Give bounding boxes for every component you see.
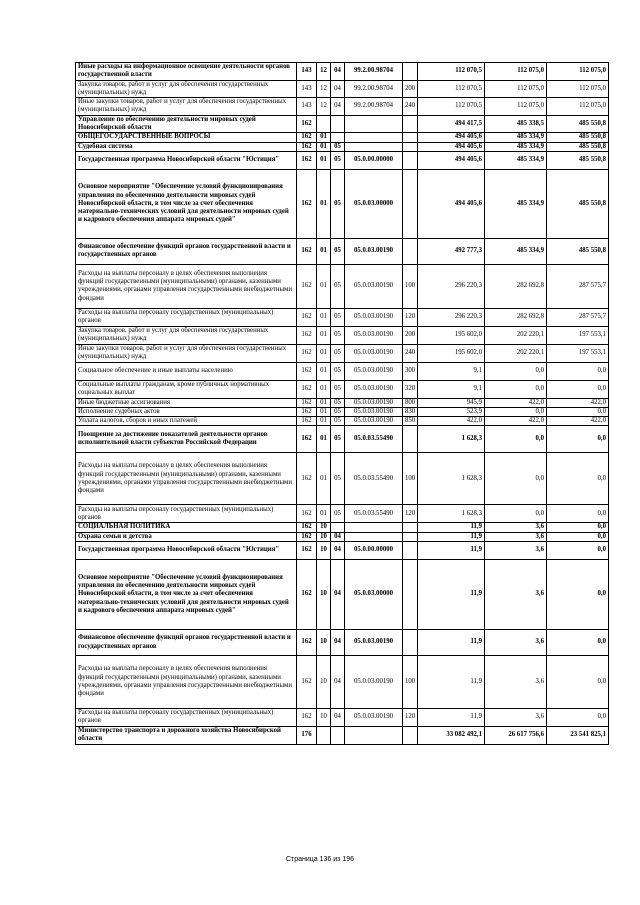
row-amount-year2: 0,0 bbox=[485, 380, 547, 398]
row-name: Расходы на выплаты персоналу в целях обеспечения выполнения функций государственными (муниципальными) органами, казенными учреждениями, органами управления государственными внебюджетными фондами bbox=[76, 453, 297, 505]
row-amount-year3: 287 575,7 bbox=[547, 308, 609, 326]
row-target-article: 99.2.00.98704 bbox=[345, 98, 403, 116]
row-amount-year1: 494 405,6 bbox=[418, 169, 485, 238]
row-ved-code: 162 bbox=[297, 407, 317, 416]
table-row bbox=[76, 133, 609, 142]
row-section-code: 10 bbox=[317, 630, 331, 656]
row-section-code: 01 bbox=[317, 380, 331, 398]
budget-table bbox=[75, 62, 609, 745]
row-amount-year3: 0,0 bbox=[547, 523, 609, 532]
table-row bbox=[76, 532, 609, 541]
row-amount-year1: 1 628,3 bbox=[418, 505, 485, 523]
row-amount-year3: 485 550,8 bbox=[547, 142, 609, 151]
row-section-code: 01 bbox=[317, 133, 331, 142]
row-amount-year2: 3,6 bbox=[485, 630, 547, 656]
row-amount-year3: 0,0 bbox=[547, 560, 609, 630]
row-name: Финансовое обеспечение функций органов государственной власти и государственных органов bbox=[76, 630, 297, 656]
row-amount-year2: 112 075,0 bbox=[485, 98, 547, 116]
row-expense-type: 120 bbox=[403, 308, 418, 326]
table-row bbox=[76, 398, 609, 407]
row-target-article: 05.0.03.00190 bbox=[345, 398, 403, 407]
row-ved-code: 162 bbox=[297, 133, 317, 142]
row-section-code: 01 bbox=[317, 238, 331, 264]
row-name: Иные закупки товаров, работ и услуг для обеспечения государственных (муниципальных) нужд bbox=[76, 344, 297, 362]
row-name: Государственная программа Новосибирской области "Юстиция" bbox=[76, 542, 297, 560]
row-section-code: 10 bbox=[317, 656, 331, 709]
row-expense-type bbox=[403, 169, 418, 238]
row-amount-year3: 422,0 bbox=[547, 417, 609, 426]
row-ved-code: 162 bbox=[297, 380, 317, 398]
row-subsection-code: 05 bbox=[331, 453, 345, 505]
row-amount-year3: 0,0 bbox=[547, 407, 609, 416]
row-expense-type bbox=[403, 523, 418, 532]
row-expense-type bbox=[403, 133, 418, 142]
table-row bbox=[76, 426, 609, 453]
row-amount-year2: 112 075,0 bbox=[485, 63, 547, 81]
row-name: Расходы на выплаты персоналу государственных (муниципальных) органов bbox=[76, 505, 297, 523]
row-target-article bbox=[345, 115, 403, 133]
row-subsection-code: 05 bbox=[331, 344, 345, 362]
row-ved-code: 162 bbox=[297, 151, 317, 169]
row-amount-year2: 0,0 bbox=[485, 407, 547, 416]
row-amount-year1: 195 602,0 bbox=[418, 326, 485, 344]
row-amount-year2: 112 075,0 bbox=[485, 80, 547, 98]
row-name: Управление по обеспечению деятельности мировых судей Новосибирской области bbox=[76, 115, 297, 133]
row-expense-type bbox=[403, 532, 418, 541]
row-ved-code: 162 bbox=[297, 709, 317, 727]
row-subsection-code: 05 bbox=[331, 264, 345, 308]
row-amount-year2: 422,0 bbox=[485, 417, 547, 426]
row-expense-type bbox=[403, 426, 418, 453]
row-subsection-code: 04 bbox=[331, 98, 345, 116]
row-amount-year1: 11,9 bbox=[418, 542, 485, 560]
row-amount-year1: 1 628,3 bbox=[418, 426, 485, 453]
row-name: Финансовое обеспечение функций органов государственной власти и государственных органов bbox=[76, 238, 297, 264]
row-ved-code: 162 bbox=[297, 308, 317, 326]
row-target-article: 05.0.03.00190 bbox=[345, 709, 403, 727]
row-section-code: 01 bbox=[317, 308, 331, 326]
row-amount-year3: 422,0 bbox=[547, 398, 609, 407]
row-amount-year3: 0,0 bbox=[547, 505, 609, 523]
row-subsection-code bbox=[331, 133, 345, 142]
table-row bbox=[76, 80, 609, 98]
row-ved-code: 143 bbox=[297, 63, 317, 81]
row-expense-type: 800 bbox=[403, 398, 418, 407]
row-section-code: 01 bbox=[317, 326, 331, 344]
row-subsection-code: 05 bbox=[331, 142, 345, 151]
row-target-article: 05.0.03.00190 bbox=[345, 238, 403, 264]
row-amount-year3: 0,0 bbox=[547, 362, 609, 380]
row-amount-year1: 945,9 bbox=[418, 398, 485, 407]
row-amount-year1: 11,9 bbox=[418, 560, 485, 630]
row-section-code: 12 bbox=[317, 98, 331, 116]
table-row bbox=[76, 417, 609, 426]
row-section-code: 10 bbox=[317, 560, 331, 630]
row-target-article: 05.0.00.00000 bbox=[345, 151, 403, 169]
row-name: Закупка товаров, работ и услуг для обеспечения государственных (муниципальных) нужд bbox=[76, 80, 297, 98]
row-ved-code: 162 bbox=[297, 169, 317, 238]
row-amount-year2: 3,6 bbox=[485, 656, 547, 709]
row-section-code: 01 bbox=[317, 169, 331, 238]
table-row bbox=[76, 407, 609, 416]
row-ved-code: 162 bbox=[297, 264, 317, 308]
row-amount-year2: 485 334,9 bbox=[485, 238, 547, 264]
table-row bbox=[76, 362, 609, 380]
row-amount-year1: 195 602,0 bbox=[418, 344, 485, 362]
row-amount-year1: 494 405,6 bbox=[418, 142, 485, 151]
row-amount-year2: 3,6 bbox=[485, 532, 547, 541]
row-target-article: 05.0.03.00000 bbox=[345, 560, 403, 630]
row-expense-type: 120 bbox=[403, 709, 418, 727]
row-ved-code: 162 bbox=[297, 453, 317, 505]
row-expense-type bbox=[403, 630, 418, 656]
table-row bbox=[76, 98, 609, 116]
row-expense-type: 850 bbox=[403, 417, 418, 426]
row-amount-year2: 3,6 bbox=[485, 542, 547, 560]
row-amount-year2: 282 692,8 bbox=[485, 264, 547, 308]
row-amount-year2: 3,6 bbox=[485, 560, 547, 630]
row-amount-year3: 0,0 bbox=[547, 426, 609, 453]
table-row bbox=[76, 151, 609, 169]
row-expense-type bbox=[403, 115, 418, 133]
row-amount-year1: 11,9 bbox=[418, 709, 485, 727]
row-amount-year2: 0,0 bbox=[485, 505, 547, 523]
row-name: Расходы на выплаты персоналу в целях обеспечения выполнения функций государственными (муниципальными) органами, казенными учреждениями, органами управления государственными внебюджетными фондами bbox=[76, 656, 297, 709]
table-row bbox=[76, 142, 609, 151]
table-row bbox=[76, 115, 609, 133]
row-name: ОБЩЕГОСУДАРСТВЕННЫЕ ВОПРОСЫ bbox=[76, 133, 297, 142]
row-target-article: 05.0.03.55490 bbox=[345, 453, 403, 505]
row-subsection-code: 05 bbox=[331, 505, 345, 523]
row-section-code: 01 bbox=[317, 453, 331, 505]
row-amount-year2: 485 334,9 bbox=[485, 142, 547, 151]
row-expense-type bbox=[403, 142, 418, 151]
row-name: Уплата налогов, сборов и иных платежей bbox=[76, 417, 297, 426]
row-amount-year1: 112 070,5 bbox=[418, 98, 485, 116]
row-target-article: 05.0.03.00000 bbox=[345, 169, 403, 238]
row-target-article bbox=[345, 726, 403, 744]
row-name: Основное мероприятие "Обеспечение условий функционирования управления по обеспечению деятельности мировых судей Новосибирской области, в том числе за счет обеспечения материально-технических условий для деятельности мировых судей и кадрового обеспечения аппарата мировых судей" bbox=[76, 169, 297, 238]
row-amount-year3: 287 575,7 bbox=[547, 264, 609, 308]
row-amount-year2: 26 617 756,6 bbox=[485, 726, 547, 744]
row-expense-type: 200 bbox=[403, 326, 418, 344]
table-row bbox=[76, 344, 609, 362]
row-subsection-code bbox=[331, 523, 345, 532]
row-amount-year3: 485 550,8 bbox=[547, 151, 609, 169]
row-amount-year3: 0,0 bbox=[547, 656, 609, 709]
row-section-code: 01 bbox=[317, 417, 331, 426]
row-section-code: 10 bbox=[317, 532, 331, 541]
row-target-article bbox=[345, 142, 403, 151]
row-expense-type bbox=[403, 151, 418, 169]
row-target-article: 05.0.03.00190 bbox=[345, 326, 403, 344]
row-amount-year1: 112 070,5 bbox=[418, 63, 485, 81]
row-target-article: 05.0.00.00000 bbox=[345, 542, 403, 560]
row-ved-code: 162 bbox=[297, 362, 317, 380]
row-ved-code: 162 bbox=[297, 542, 317, 560]
row-expense-type: 300 bbox=[403, 362, 418, 380]
row-subsection-code: 05 bbox=[331, 326, 345, 344]
row-amount-year2: 202 220,1 bbox=[485, 326, 547, 344]
row-subsection-code: 04 bbox=[331, 560, 345, 630]
row-amount-year1: 112 070,5 bbox=[418, 80, 485, 98]
table-row bbox=[76, 326, 609, 344]
row-amount-year2: 0,0 bbox=[485, 453, 547, 505]
row-ved-code: 162 bbox=[297, 344, 317, 362]
row-subsection-code bbox=[331, 726, 345, 744]
row-ved-code: 162 bbox=[297, 398, 317, 407]
table-row bbox=[76, 264, 609, 308]
table-row bbox=[76, 560, 609, 630]
row-name: Основное мероприятие "Обеспечение условий функционирования управления по обеспечению деятельности мировых судей Новосибирской области, в том числе за счет обеспечения материально-технических условий для деятельности мировых судей и кадрового обеспечения аппарата мировых судей" bbox=[76, 560, 297, 630]
row-amount-year2: 485 334,9 bbox=[485, 151, 547, 169]
row-target-article: 05.0.03.00190 bbox=[345, 308, 403, 326]
row-amount-year2: 485 334,9 bbox=[485, 169, 547, 238]
row-subsection-code: 04 bbox=[331, 709, 345, 727]
table-row bbox=[76, 542, 609, 560]
row-amount-year3: 0,0 bbox=[547, 630, 609, 656]
row-amount-year3: 485 550,8 bbox=[547, 238, 609, 264]
row-amount-year1: 9,1 bbox=[418, 362, 485, 380]
row-section-code: 01 bbox=[317, 362, 331, 380]
row-subsection-code: 04 bbox=[331, 80, 345, 98]
row-subsection-code: 05 bbox=[331, 417, 345, 426]
row-amount-year1: 494 405,6 bbox=[418, 133, 485, 142]
row-ved-code: 162 bbox=[297, 630, 317, 656]
row-amount-year3: 485 550,8 bbox=[547, 115, 609, 133]
table-row bbox=[76, 238, 609, 264]
table-row bbox=[76, 380, 609, 398]
row-amount-year2: 485 334,9 bbox=[485, 133, 547, 142]
row-target-article: 99.2.00.98704 bbox=[345, 80, 403, 98]
row-amount-year3: 197 553,1 bbox=[547, 326, 609, 344]
table-row bbox=[76, 63, 609, 81]
row-ved-code: 176 bbox=[297, 726, 317, 744]
row-subsection-code: 05 bbox=[331, 308, 345, 326]
table-row bbox=[76, 630, 609, 656]
table-row bbox=[76, 308, 609, 326]
row-amount-year1: 11,9 bbox=[418, 656, 485, 709]
row-subsection-code: 05 bbox=[331, 362, 345, 380]
row-expense-type bbox=[403, 542, 418, 560]
row-amount-year1: 494 405,6 bbox=[418, 151, 485, 169]
row-amount-year2: 485 338,5 bbox=[485, 115, 547, 133]
row-name: СОЦИАЛЬНАЯ ПОЛИТИКА bbox=[76, 523, 297, 532]
row-subsection-code: 04 bbox=[331, 656, 345, 709]
row-amount-year1: 11,9 bbox=[418, 630, 485, 656]
row-expense-type bbox=[403, 238, 418, 264]
table-row bbox=[76, 709, 609, 727]
row-amount-year3: 0,0 bbox=[547, 532, 609, 541]
row-expense-type bbox=[403, 726, 418, 744]
row-section-code: 12 bbox=[317, 63, 331, 81]
row-target-article: 05.0.03.00190 bbox=[345, 656, 403, 709]
row-subsection-code: 05 bbox=[331, 238, 345, 264]
row-section-code: 01 bbox=[317, 264, 331, 308]
row-subsection-code: 04 bbox=[331, 63, 345, 81]
row-name: Судебная система bbox=[76, 142, 297, 151]
row-subsection-code: 05 bbox=[331, 398, 345, 407]
row-name: Исполнение судебных актов bbox=[76, 407, 297, 416]
row-expense-type: 830 bbox=[403, 407, 418, 416]
row-amount-year1: 296 220,3 bbox=[418, 264, 485, 308]
row-amount-year3: 485 550,8 bbox=[547, 169, 609, 238]
table-body bbox=[76, 63, 609, 745]
row-section-code: 10 bbox=[317, 542, 331, 560]
row-amount-year3: 485 550,8 bbox=[547, 133, 609, 142]
row-target-article: 05.0.03.00190 bbox=[345, 380, 403, 398]
row-amount-year3: 0,0 bbox=[547, 380, 609, 398]
row-section-code: 10 bbox=[317, 709, 331, 727]
row-expense-type: 240 bbox=[403, 98, 418, 116]
row-ved-code: 162 bbox=[297, 142, 317, 151]
row-target-article: 05.0.03.00190 bbox=[345, 630, 403, 656]
row-ved-code: 162 bbox=[297, 426, 317, 453]
row-expense-type bbox=[403, 63, 418, 81]
row-target-article: 05.0.03.00190 bbox=[345, 264, 403, 308]
row-amount-year1: 296 220,3 bbox=[418, 308, 485, 326]
row-name: Социальные выплаты гражданам, кроме публичных нормативных социальных выплат bbox=[76, 380, 297, 398]
row-section-code: 12 bbox=[317, 80, 331, 98]
row-subsection-code: 05 bbox=[331, 169, 345, 238]
row-subsection-code bbox=[331, 115, 345, 133]
row-amount-year1: 1 628,3 bbox=[418, 453, 485, 505]
row-amount-year2: 282 692,8 bbox=[485, 308, 547, 326]
row-name: Иные расходы на информационное освещение деятельности органов государственной власти bbox=[76, 63, 297, 81]
row-name: Государственная программа Новосибирской области "Юстиция" bbox=[76, 151, 297, 169]
row-amount-year3: 23 541 825,1 bbox=[547, 726, 609, 744]
row-target-article: 05.0.03.00190 bbox=[345, 344, 403, 362]
row-amount-year3: 0,0 bbox=[547, 542, 609, 560]
row-amount-year3: 112 075,0 bbox=[547, 80, 609, 98]
row-expense-type: 120 bbox=[403, 505, 418, 523]
row-section-code: 01 bbox=[317, 142, 331, 151]
row-name: Закупка товаров, работ и услуг для обеспечения государственных (муниципальных) нужд bbox=[76, 326, 297, 344]
row-amount-year1: 9,1 bbox=[418, 380, 485, 398]
row-subsection-code: 05 bbox=[331, 380, 345, 398]
row-ved-code: 162 bbox=[297, 505, 317, 523]
row-target-article: 05.0.03.55490 bbox=[345, 426, 403, 453]
row-amount-year1: 523,9 bbox=[418, 407, 485, 416]
row-amount-year2: 3,6 bbox=[485, 523, 547, 532]
table-row bbox=[76, 523, 609, 532]
row-ved-code: 162 bbox=[297, 326, 317, 344]
row-target-article: 05.0.03.00190 bbox=[345, 407, 403, 416]
row-expense-type: 100 bbox=[403, 656, 418, 709]
row-amount-year1: 11,9 bbox=[418, 532, 485, 541]
row-target-article: 99.2.00.98704 bbox=[345, 63, 403, 81]
row-ved-code: 162 bbox=[297, 417, 317, 426]
row-target-article: 05.0.03.00190 bbox=[345, 362, 403, 380]
row-section-code bbox=[317, 726, 331, 744]
row-amount-year2: 3,6 bbox=[485, 709, 547, 727]
row-subsection-code: 05 bbox=[331, 407, 345, 416]
row-amount-year3: 197 553,1 bbox=[547, 344, 609, 362]
row-target-article: 05.0.03.55490 bbox=[345, 505, 403, 523]
row-amount-year1: 11,9 bbox=[418, 523, 485, 532]
row-expense-type: 200 bbox=[403, 80, 418, 98]
page-number: Страница 136 из 196 bbox=[285, 856, 355, 863]
row-expense-type: 320 bbox=[403, 380, 418, 398]
row-expense-type: 100 bbox=[403, 264, 418, 308]
row-ved-code: 162 bbox=[297, 523, 317, 532]
row-amount-year3: 112 075,0 bbox=[547, 63, 609, 81]
row-expense-type: 100 bbox=[403, 453, 418, 505]
table-row bbox=[76, 505, 609, 523]
row-target-article bbox=[345, 523, 403, 532]
table-row bbox=[76, 726, 609, 744]
row-amount-year2: 0,0 bbox=[485, 426, 547, 453]
row-amount-year1: 33 082 492,1 bbox=[418, 726, 485, 744]
row-section-code: 01 bbox=[317, 407, 331, 416]
table-row bbox=[76, 453, 609, 505]
row-amount-year1: 494 417,5 bbox=[418, 115, 485, 133]
row-name: Расходы на выплаты персоналу в целях обеспечения выполнения функций государственными (муниципальными) органами, казенными учреждениями, органами управления государственными внебюджетными фондами bbox=[76, 264, 297, 308]
row-section-code: 10 bbox=[317, 523, 331, 532]
row-name: Иные бюджетные ассигнования bbox=[76, 398, 297, 407]
row-ved-code: 162 bbox=[297, 532, 317, 541]
row-subsection-code: 04 bbox=[331, 630, 345, 656]
row-ved-code: 143 bbox=[297, 80, 317, 98]
row-name: Поощрение за достижение показателей деятельности органов исполнительной власти субъектов Российской Федерации bbox=[76, 426, 297, 453]
row-amount-year2: 0,0 bbox=[485, 362, 547, 380]
row-name: Расходы на выплаты персоналу государственных (муниципальных) органов bbox=[76, 308, 297, 326]
row-section-code bbox=[317, 115, 331, 133]
row-name: Социальное обеспечение и иные выплаты населению bbox=[76, 362, 297, 380]
row-ved-code: 162 bbox=[297, 656, 317, 709]
row-subsection-code: 04 bbox=[331, 542, 345, 560]
row-name: Расходы на выплаты персоналу государственных (муниципальных) органов bbox=[76, 709, 297, 727]
row-subsection-code: 05 bbox=[331, 151, 345, 169]
row-section-code: 01 bbox=[317, 344, 331, 362]
row-ved-code: 162 bbox=[297, 238, 317, 264]
row-amount-year3: 112 075,0 bbox=[547, 98, 609, 116]
row-target-article: 05.0.03.00190 bbox=[345, 417, 403, 426]
row-name: Иные закупки товаров, работ и услуг для обеспечения государственных (муниципальных) нужд bbox=[76, 98, 297, 116]
row-section-code: 01 bbox=[317, 398, 331, 407]
row-ved-code: 162 bbox=[297, 115, 317, 133]
row-subsection-code: 05 bbox=[331, 426, 345, 453]
row-name: Охрана семьи и детства bbox=[76, 532, 297, 541]
row-subsection-code: 04 bbox=[331, 532, 345, 541]
row-target-article bbox=[345, 133, 403, 142]
row-amount-year3: 0,0 bbox=[547, 453, 609, 505]
row-amount-year2: 422,0 bbox=[485, 398, 547, 407]
row-section-code: 01 bbox=[317, 151, 331, 169]
row-ved-code: 162 bbox=[297, 560, 317, 630]
row-ved-code: 143 bbox=[297, 98, 317, 116]
row-name: Министерство транспорта и дорожного хозяйства Новосибирской области bbox=[76, 726, 297, 744]
row-expense-type bbox=[403, 560, 418, 630]
row-section-code: 01 bbox=[317, 505, 331, 523]
row-expense-type: 240 bbox=[403, 344, 418, 362]
row-amount-year1: 422,0 bbox=[418, 417, 485, 426]
row-section-code: 01 bbox=[317, 426, 331, 453]
row-amount-year1: 492 777,3 bbox=[418, 238, 485, 264]
table-row bbox=[76, 656, 609, 709]
row-amount-year2: 202 220,1 bbox=[485, 344, 547, 362]
table-row bbox=[76, 169, 609, 238]
row-target-article bbox=[345, 532, 403, 541]
row-amount-year3: 0,0 bbox=[547, 709, 609, 727]
